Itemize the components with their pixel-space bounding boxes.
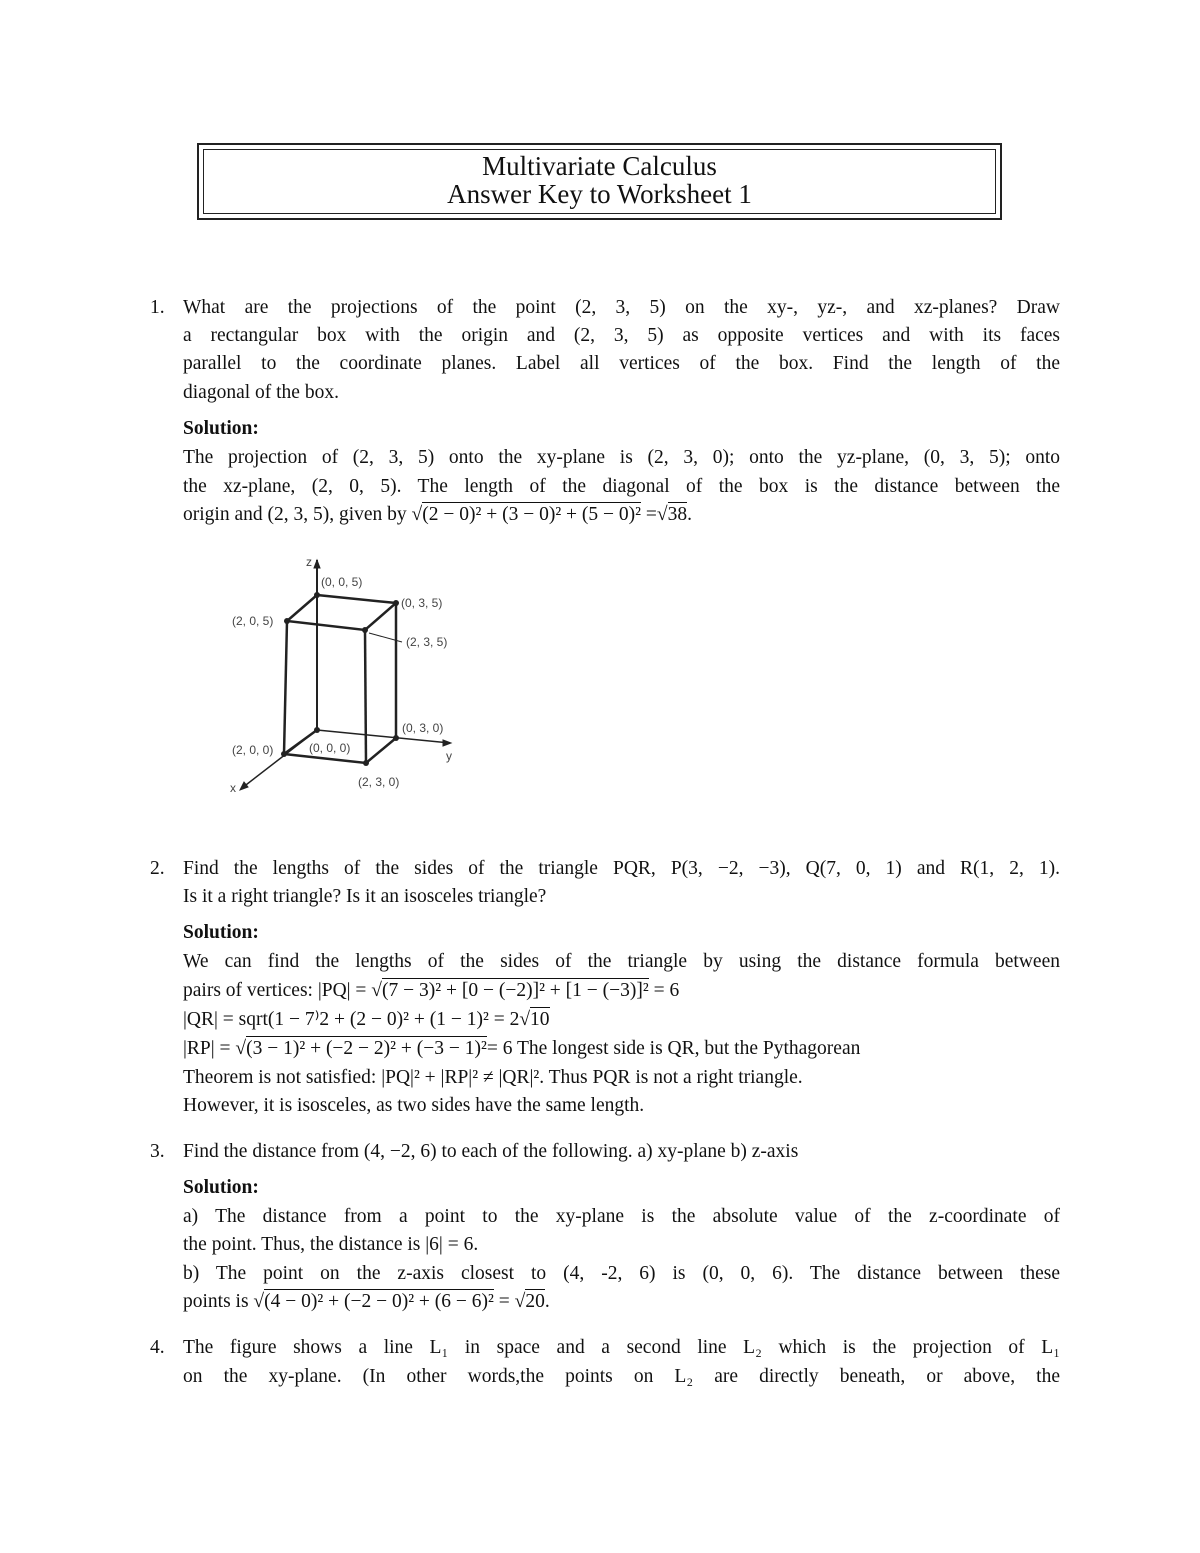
q1-line: What are the projections of the point (2, 3, 5) on the xy-, yz-, and xz-planes? Draw <box>183 297 1060 318</box>
radicand: (3 − 1)² + (−2 − 2)² + (−3 − 1)² <box>246 1038 487 1059</box>
vertex-label: (2, 0, 5) <box>232 614 274 628</box>
q1-number: 1. <box>150 297 165 318</box>
q1-line: a rectangular box with the origin and (2, 3, 5) as opposite vertices and with its faces <box>183 325 1060 346</box>
q1-solution-line: the xz-plane, (2, 0, 5). The length of the diagonal of the box is the distance between the <box>183 476 1060 497</box>
text: . <box>544 1291 550 1312</box>
q4-line: on the xy-plane. (In other words,the points on L₂ are directly beneath, or above, the <box>183 1366 1060 1387</box>
title-box <box>197 143 1002 220</box>
text: |RP| = √ <box>183 1038 247 1059</box>
q3-solution-line: the point. Thus, the distance is |6| = 6. <box>183 1234 479 1255</box>
q2-rp <box>183 1035 1093 1063</box>
radicand: (7 − 3)² + [0 − (−2)]² + [1 − (−3)]² <box>382 980 649 1001</box>
q2-line: Find the lengths of the sides of the triangle PQR, P(3, −2, −3), Q(7, 0, 1) and R(1, 2, 1). <box>183 858 1060 879</box>
radicand: 38 <box>667 504 688 525</box>
q2-solution-line: However, it is isosceles, as two sides have the same length. <box>183 1095 645 1116</box>
radicand: (4 − 0)² + (−2 − 0)² + (6 − 6)² <box>264 1291 494 1312</box>
q4-line: The figure shows a line L₁ in space and a second line L₂ which is the projection of L₁ <box>183 1337 1060 1358</box>
title-line-1: Multivariate Calculus <box>482 151 717 181</box>
q1-solution-line: The projection of (2, 3, 5) onto the xy-plane is (2, 3, 0); onto the yz-plane, (0, 3, 5); onto <box>183 447 1060 468</box>
radicand: (2 − 0)² + (3 − 0)² + (5 − 0)² <box>422 504 641 525</box>
q3-solution-distance <box>183 1288 1060 1316</box>
vertex-label: (0, 0, 0) <box>309 741 351 755</box>
vertex-label: (0, 3, 0) <box>402 721 444 735</box>
q2-solution-line: Theorem is not satisfied: |PQ|² + |RP|² ≠ |QR|². Thus PQR is not a right triangle. <box>183 1067 803 1088</box>
q4-number: 4. <box>150 1337 165 1358</box>
text: = √ <box>493 1291 526 1312</box>
text: =√ <box>641 504 668 525</box>
solution-label: Solution: <box>183 1177 259 1198</box>
text: points is √ <box>183 1291 265 1312</box>
q3-number: 3. <box>150 1141 165 1162</box>
q2-qr <box>183 1006 1060 1034</box>
vertex-label: (0, 0, 5) <box>321 575 363 589</box>
q3-solution-line: b) The point on the z-axis closest to (4, -2, 6) is (0, 0, 6). The distance between these <box>183 1263 1060 1284</box>
q1-solution-diagonal <box>183 501 1060 529</box>
text: origin and (2, 3, 5), given by √ <box>183 504 423 525</box>
q1-line: diagonal of the box. <box>183 382 339 403</box>
q3-solution-line: a) The distance from a point to the xy-plane is the absolute value of the z-coordinate of <box>183 1206 1060 1227</box>
axis-label-x: x <box>230 781 236 795</box>
text: = 6 <box>648 980 680 1001</box>
y-axis-arrow <box>443 740 451 746</box>
title-line-2: Answer Key to Worksheet 1 <box>447 179 752 209</box>
text: |QR| = sqrt(1 − 7⁾2 + (2 − 0)² + (1 − 1)² = 2√ <box>183 1009 531 1030</box>
axis-label-y: y <box>446 749 452 763</box>
q2-number: 2. <box>150 858 165 879</box>
text: . <box>687 504 692 525</box>
q1-line: parallel to the coordinate planes. Label all vertices of the box. Find the length of the <box>183 353 1060 374</box>
z-axis-arrow <box>314 560 320 568</box>
solution-label: Solution: <box>183 922 259 943</box>
text: = 6 The longest side is QR, but the Pythagorean <box>486 1038 861 1059</box>
q3-line: Find the distance from (4, −2, 6) to each of the following. a) xy-plane b) z-axis <box>183 1141 799 1162</box>
text: pairs of vertices: |PQ| = √ <box>183 980 383 1001</box>
axis-label-z: z <box>306 555 312 569</box>
radicand: 10 <box>530 1009 550 1030</box>
vertex-label: (2, 3, 0) <box>358 775 400 789</box>
vertex-label: (0, 3, 5) <box>401 596 443 610</box>
x-axis-arrow <box>240 782 248 790</box>
solution-label: Solution: <box>183 418 259 439</box>
vertex-label: (2, 3, 5) <box>406 635 448 649</box>
box-edges <box>284 595 396 763</box>
vertex-label: (2, 0, 0) <box>232 743 274 757</box>
q2-solution-line: We can find the lengths of the sides of the triangle by using the distance formula between <box>183 951 1060 972</box>
q2-line: Is it a right triangle? Is it an isosceles triangle? <box>183 886 547 907</box>
radicand: 20 <box>525 1291 545 1312</box>
box-diagram <box>220 550 480 800</box>
q2-pq <box>183 977 1060 1005</box>
